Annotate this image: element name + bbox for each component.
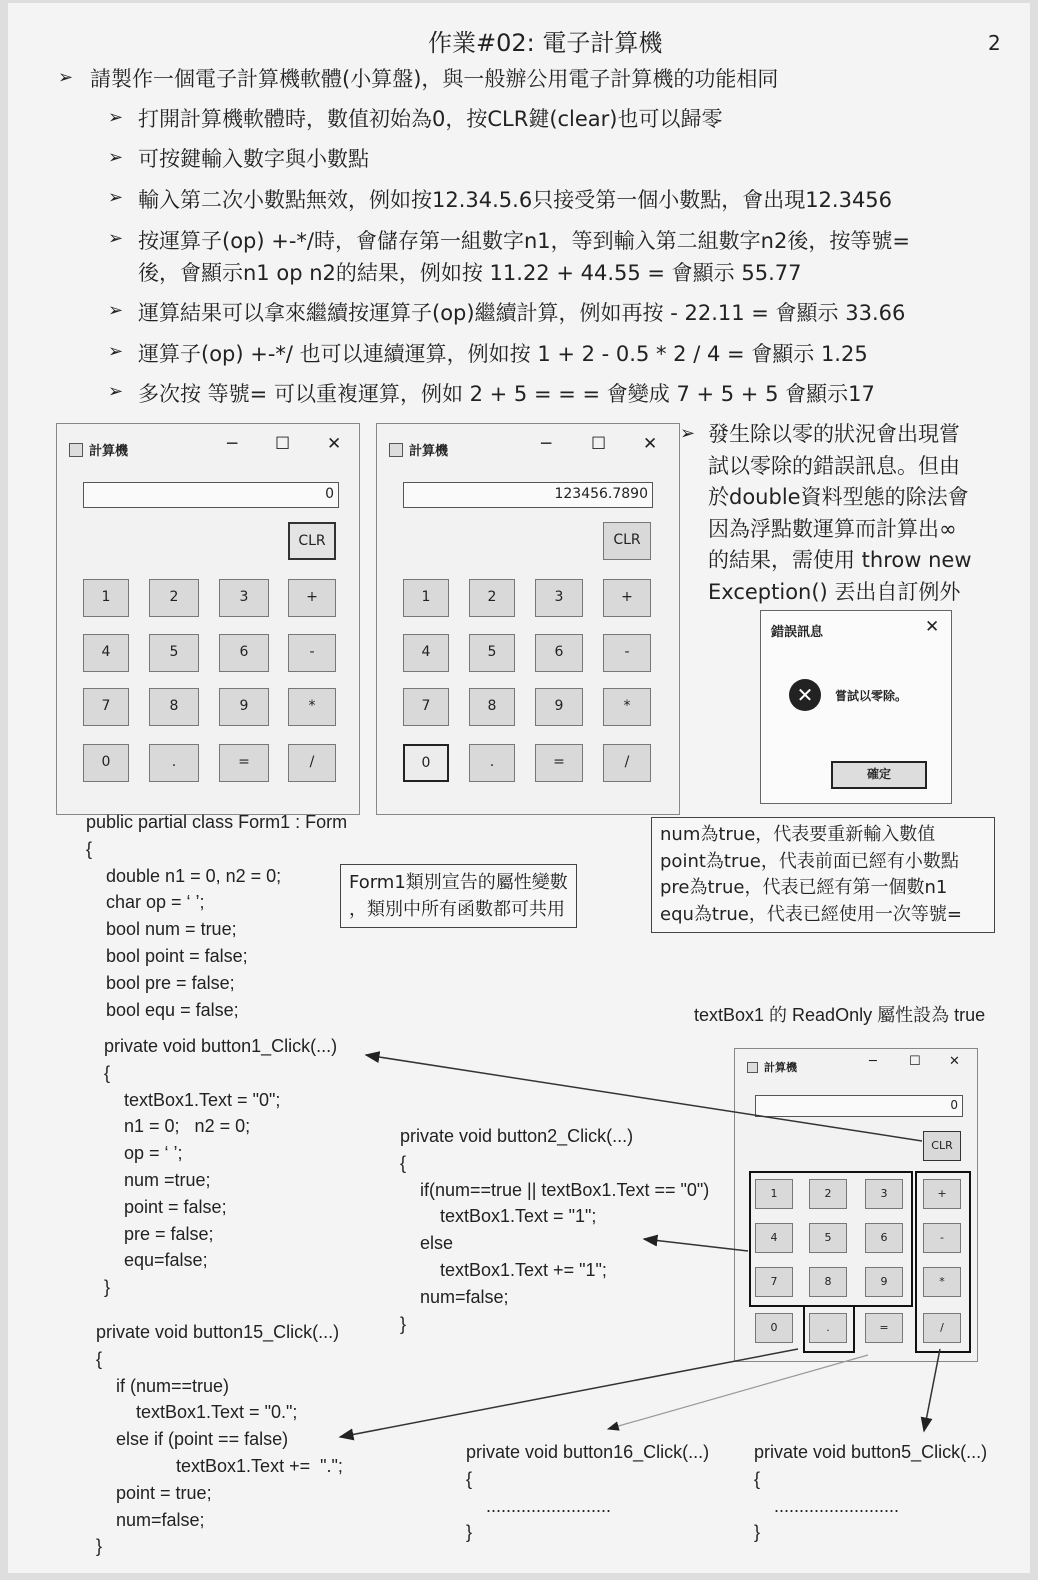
- sub-bullet: 多次按 等號= 可以重複運算，例如 2 + 5 = = = 會變成 7 + 5 + 5 會顯示17: [138, 382, 875, 406]
- display-textbox: 0: [755, 1095, 963, 1117]
- window-title: 計算機: [747, 1059, 797, 1075]
- document-page: [8, 3, 1030, 1573]
- dialog-message: 嘗試以零除。: [835, 689, 908, 703]
- code-button5-click: private void button5_Click(...) { ......................... }: [754, 1442, 988, 1543]
- key-2[interactable]: 2: [809, 1179, 847, 1209]
- key-9[interactable]: 9: [865, 1267, 903, 1297]
- key-6[interactable]: 6: [535, 634, 583, 672]
- bullet-arrow-icon: ➢: [108, 381, 124, 402]
- key-7[interactable]: 7: [83, 688, 129, 726]
- maximize-icon[interactable]: ☐: [275, 434, 291, 454]
- key-divide[interactable]: /: [603, 744, 651, 782]
- close-icon[interactable]: ✕: [925, 617, 940, 637]
- main-bullet: 請製作一個電子計算機軟體(小算盤)，與一般辦公用電子計算機的功能相同: [90, 67, 779, 91]
- page-number: 2: [988, 31, 1001, 55]
- key-5[interactable]: 5: [809, 1223, 847, 1253]
- key-dot[interactable]: .: [469, 744, 515, 782]
- sub-bullet: 可按鍵輸入數字與小數點: [138, 147, 369, 171]
- bullet-arrow-icon: ➢: [680, 423, 696, 444]
- arrow-dot-to-button15: [340, 1349, 798, 1437]
- clr-button[interactable]: CLR: [288, 522, 336, 560]
- key-6[interactable]: 6: [865, 1223, 903, 1253]
- sub-bullet: 輸入第二次小數點無效，例如按12.34.5.6只接受第一個小數點，會出現12.3456: [138, 188, 893, 212]
- bullet-arrow-icon: ➢: [108, 341, 124, 362]
- display-textbox: 0: [83, 482, 339, 508]
- key-8[interactable]: 8: [149, 688, 199, 726]
- key-minus[interactable]: -: [288, 634, 336, 672]
- key-7[interactable]: 7: [755, 1267, 793, 1297]
- key-8[interactable]: 8: [469, 688, 515, 726]
- key-divide[interactable]: /: [923, 1313, 961, 1343]
- bullet-arrow-icon: ➢: [108, 300, 124, 321]
- close-icon[interactable]: ✕: [327, 434, 342, 454]
- dialog-title: 錯誤訊息: [771, 625, 824, 640]
- clr-button[interactable]: CLR: [923, 1131, 961, 1161]
- clr-button[interactable]: CLR: [603, 522, 651, 560]
- key-0[interactable]: 0: [83, 744, 129, 782]
- code-button2-click: private void button2_Click(...) { if(num==true || textBox1.Text == "0") textBox1.Text = "1"; else textBox1.Text += "1"; num=false; }: [400, 1126, 710, 1334]
- code-class-block: public partial class Form1 : Form { double n1 = 0, n2 = 0; char op = ‘ ’; bool num = true; bool point = false; bool pre = false; bool equ = false;: [86, 812, 348, 1020]
- key-minus[interactable]: -: [603, 634, 651, 672]
- key-3[interactable]: 3: [535, 579, 583, 617]
- note-flags: num為true，代表要重新輸入數值 point為true，代表前面已經有小數點 pre為true，代表已經有第一個數n1 equ為true，代表已經使用一次等號=: [651, 817, 995, 933]
- minimize-icon[interactable]: ─: [869, 1054, 877, 1069]
- window-title: 計算機: [389, 440, 448, 459]
- key-multiply[interactable]: *: [603, 688, 651, 726]
- minimize-icon[interactable]: ─: [541, 434, 552, 454]
- key-4[interactable]: 4: [83, 634, 129, 672]
- display-textbox: 123456.7890: [403, 482, 653, 508]
- note-readonly: textBox1 的 ReadOnly 屬性設為 true: [694, 1005, 986, 1025]
- key-dot[interactable]: .: [149, 744, 199, 782]
- bullet-arrow-icon: ➢: [108, 187, 124, 208]
- key-8[interactable]: 8: [809, 1267, 847, 1297]
- key-5[interactable]: 5: [469, 634, 515, 672]
- sub-bullet: 運算結果可以拿來繼續按運算子(op)繼續計算，例如再按 - 22.11 = 會顯示 33.66: [138, 301, 906, 325]
- error-icon: ✕: [789, 679, 821, 711]
- note-members: Form1類別宣告的屬性變數 ，類別中所有函數都可共用: [340, 864, 577, 928]
- page-title: 作業#02: 電子計算機: [428, 29, 663, 57]
- key-2[interactable]: 2: [469, 579, 515, 617]
- key-minus[interactable]: -: [923, 1223, 961, 1253]
- connector-arrows: [8, 3, 1030, 1573]
- key-equals[interactable]: =: [219, 744, 269, 782]
- key-2[interactable]: 2: [149, 579, 199, 617]
- key-equals[interactable]: =: [865, 1313, 903, 1343]
- maximize-icon[interactable]: ☐: [909, 1054, 921, 1069]
- bullet-arrow-icon: ➢: [108, 107, 124, 128]
- key-dot[interactable]: .: [809, 1313, 847, 1343]
- arrow-digits-to-button2: [644, 1239, 748, 1251]
- key-1[interactable]: 1: [403, 579, 449, 617]
- bullet-arrow-icon: ➢: [108, 147, 124, 168]
- close-icon[interactable]: ✕: [949, 1054, 960, 1069]
- window-title: 計算機: [69, 440, 128, 459]
- code-button16-click: private void button16_Click(...) { ......................... }: [466, 1442, 710, 1543]
- key-4[interactable]: 4: [403, 634, 449, 672]
- key-1[interactable]: 1: [83, 579, 129, 617]
- key-plus[interactable]: +: [923, 1179, 961, 1209]
- key-0[interactable]: 0: [755, 1313, 793, 1343]
- key-3[interactable]: 3: [219, 579, 269, 617]
- key-6[interactable]: 6: [219, 634, 269, 672]
- minimize-icon[interactable]: ─: [227, 434, 238, 454]
- maximize-icon[interactable]: ☐: [591, 434, 607, 454]
- sub-bullet: 按運算子(op) +-*/時，會儲存第一組數字n1，等到輸入第二組數字n2後，按等號=: [138, 229, 910, 253]
- key-7[interactable]: 7: [403, 688, 449, 726]
- code-button15-click: private void button15_Click(...) { if (num==true) textBox1.Text = "0."; else if (point == false) textBox1.Text += "."; point = true; num=false; }: [96, 1322, 343, 1557]
- key-9[interactable]: 9: [535, 688, 583, 726]
- sub-bullet: 運算子(op) +-*/ 也可以連續運算，例如按 1 + 2 - 0.5 * 2 / 4 = 會顯示 1.25: [138, 342, 868, 366]
- key-9[interactable]: 9: [219, 688, 269, 726]
- arrow-operator-to-button5: [924, 1349, 940, 1431]
- sub-bullet-cont: 後，會顯示n1 op n2的結果，例如按 11.22 + 44.55 = 會顯示 55.77: [138, 261, 802, 285]
- arrow-clr-to-button1: [366, 1055, 922, 1141]
- key-plus[interactable]: +: [288, 579, 336, 617]
- key-5[interactable]: 5: [149, 634, 199, 672]
- key-1[interactable]: 1: [755, 1179, 793, 1209]
- bullet-arrow-icon: ➢: [58, 67, 74, 88]
- bullet-arrow-icon: ➢: [108, 228, 124, 249]
- sub-bullet: 打開計算機軟體時，數值初始為0，按CLR鍵(clear)也可以歸零: [138, 107, 723, 131]
- key-3[interactable]: 3: [865, 1179, 903, 1209]
- close-icon[interactable]: ✕: [643, 434, 658, 454]
- key-multiply[interactable]: *: [923, 1267, 961, 1297]
- key-multiply[interactable]: *: [288, 688, 336, 726]
- key-divide[interactable]: /: [288, 744, 336, 782]
- key-4[interactable]: 4: [755, 1223, 793, 1253]
- side-bullet: 發生除以零的狀況會出現嘗 試以零除的錯誤訊息。但由 於double資料型態的除法會 因為浮點數運算而計算出∞ 的結果，需使用 throw new Exception() 丟出自訂例外: [708, 422, 972, 604]
- code-button1-click: private void button1_Click(...) { textBox1.Text = "0"; n1 = 0; n2 = 0; op = ‘ ’; num =true; point = false; pre = false; equ=false; }: [104, 1036, 338, 1298]
- key-plus[interactable]: +: [603, 579, 651, 617]
- key-0[interactable]: 0: [403, 744, 449, 782]
- key-equals[interactable]: =: [535, 744, 583, 782]
- arrow-equals-to-button16: [608, 1355, 868, 1429]
- ok-button[interactable]: 確定: [831, 761, 927, 789]
